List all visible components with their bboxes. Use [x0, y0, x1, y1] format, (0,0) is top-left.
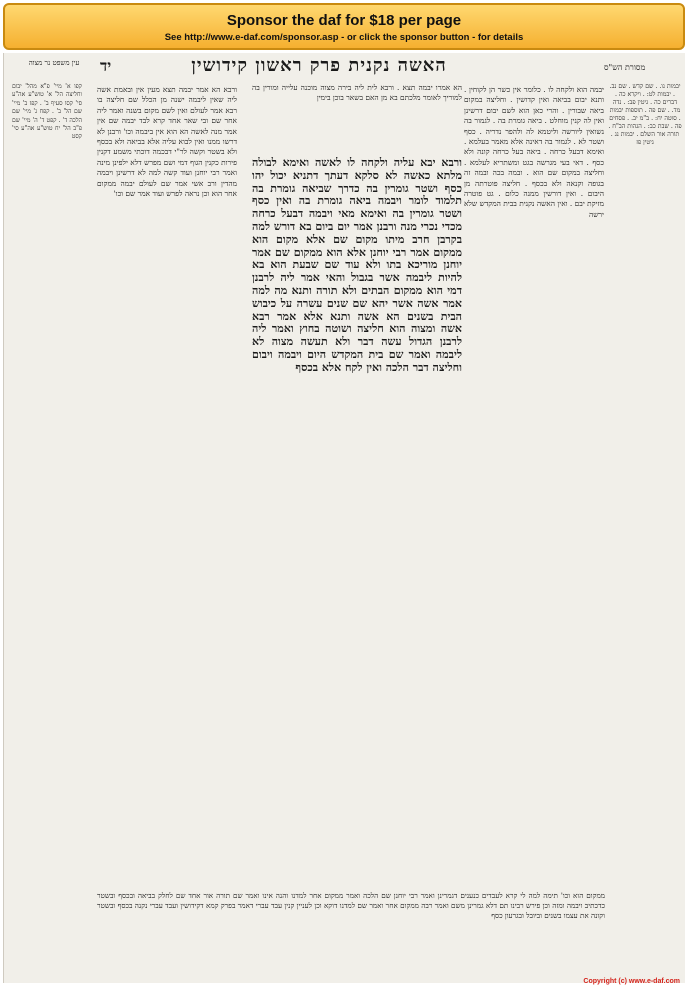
- copyright-notice: Copyright (c) www.e-daf.com: [583, 978, 680, 985]
- talmud-page-scan: [3, 53, 685, 983]
- tosafot-column: ורבא הא אמר יבמה תצא מעין אין ובאמת אשה ליה שאין ליבמה ישנה מן הכלל שם חליצה בו רבא אמר לעולם ואין לשם מקום בשנה ואמר ליה אחר שם ובי שאר אחד קרא לבד יבמה שם אין אמר מנה לאשה הא הוא אין ביבמה וכו' ורבנן לא דרשו ממנו ואין לבוא עליה אלא בביאה ולא בכסף ולא בשטר וקשה לר"י דבכמה דוכתי משמע דקנין פירות כקנין הגוף דמי ושם מפרש דלא ילפינן מינה ואמר רבי יוחנן ועוד קשה למה לא דרשינן ויבמה מהדין ורב אשי אמר שם לעולם יבמה ממקום אחר הוא וכן נראה לפרש ועוד אמר שם וכו': [97, 85, 237, 199]
- sponsor-banner-subtitle[interactable]: See http://www.e-daf.com/sponsor.asp - or click the sponsor button - for details: [164, 32, 524, 43]
- sponsor-banner[interactable]: [3, 3, 685, 50]
- daf-number: יד: [100, 57, 112, 75]
- gemara-column: ורבא יבא עליה ולקחה לו לאשה ואימא לבולה מלתא כאשה לא סלקא דעתך דתניא יכול יהו כסף ושטר גומרין בה כדרך שביאה גומרת בה תלמוד לומר ויבמה ביאה גומרת בה ואין כסף ושטר גומרין בה ואימא מאי ויבמה דבעל כרחה מכדי נכרי מנה ורבנן אמר יום ביום בא דורש למה בקרבן חרב מיתו מקום שם אלא מקום הוא ממקום אמר רבי יוחנן אלא הוא ממקום שם אמר יוחנן מוריכא בתו ולא עוד שם שבעת הוא בא להיות ליבמה אשר בגבול והאי אמר ליה לרבנן דמי הוא ממקום הבתים ולא תורה ותנא מה למה אמר אשה אשר יהא שם שנים עשרה על כיבוש הבית בשנים הא אשה ותנא אלא אמר רבא אשה ומצוה הוא חליצה ושוטה בחוץ ואמר ליה לרבנן הגדול עשה דבר ולא תעשה מצוה לא ליבמה ואמר שם בית המקדש היום ויבמה ויבום וחליצה דבר הלכה ואין לקח אלא בכסף: [252, 157, 462, 374]
- gemara-top-text: הא אמרו יבמה תצא . ורבא לית ליה בירה מצוה מוכנה עלייה ומורין בה למוריך לאומר מלכתם בא מן האם בשאר בוכן בימין: [252, 83, 462, 102]
- margin-ein-mishpat: קפו א' מיי' פ"א מהל' יבום וחליצה הל' א' טוש"ע אה"ע סי' קסו סעיף ב' . קפז ב' מיי' שם הל' ב' . קפח ג' מיי' שם הלכה ד' . קפט ד' ה' מיי' שם פ"ב הל' יח טוש"ע אה"ע סי' קסט: [12, 83, 82, 141]
- chapter-title: האשה נקנית פרק ראשון קידושין: [191, 55, 447, 76]
- bottom-commentary: ממקום הוא וכו' תימה למה לי קרא לעבדים כנענים דגמרינן ואמר רבי יוחנן שם הלכה ואמר ממקום אחר למדנו והנה אינו ואמר שם תורה אור אחד שם לחלק בביאה ובכסף ובשטר כדכתיב ויבמה ומזה וכן פירש רבינו תם דלא גמרינן משם ואמר רבה ממקום אחר ואמר שם למדנו דוקא וכן לעניין קנין עבד עברי דאמר בפרק קמא דקידושין ועבד עברי נקנה בכסף ובשטר וקונה את עצמו בשנים וביובל ובגרעון כסף: [97, 891, 605, 920]
- rashi-column: יבמה הוא ולקחה לו . כלומר אין כשר הן לקוחין . ותנא יבום בביאה ואין קדושין . וחליצה במקום ביאה שבורין . והרי כאן הוא לשם יבום דרשינן ואין לה קנין מוחלט . ביאה גומרת בה . לגמור בה נשואין ליורשה וליטמא לה ולהפר נדריה . כסף ושטר לא . לגמור בה דאינה אלא מאמר בעלמא . ואימא דבעל כרחה . ביאה בעל כרחה קונה ולא כסף . דאי בעי מגרשה בגט ומשתריא לעלמא . וחליצה במקום שם הוא . ובמה בכה ובמה זה בגופה וקנאה ולא בכסף . חליצה פוטרתה מן היבום . ואין דורשין ממנה כלום . גט פוטרה מזיקת יבם . ואין האשה נקנית בבית המקדש שלא ירשה: [464, 85, 604, 219]
- header-corner-ein-mishpat: עין משפט נר מצוה: [28, 59, 80, 67]
- margin-masoret-hashas: יבמות נו. . שם קדש . שם נב. . יבמות לט: . ויקרא כה . דברים כה . גיטין פב: . נדה מד. . שם פה . תוספות יבמות . סוטה יח: . ב"מ יב. . פסחים פה . שבת כב: . הגהות הב"ח . תורה אור השלם . יבמות נג . גיטין פז: [608, 83, 682, 146]
- page-header: [4, 53, 686, 79]
- sponsor-banner-title[interactable]: Sponsor the daf for $18 per page: [226, 12, 462, 29]
- header-corner-masoret: מסורת הש"ס: [604, 63, 646, 72]
